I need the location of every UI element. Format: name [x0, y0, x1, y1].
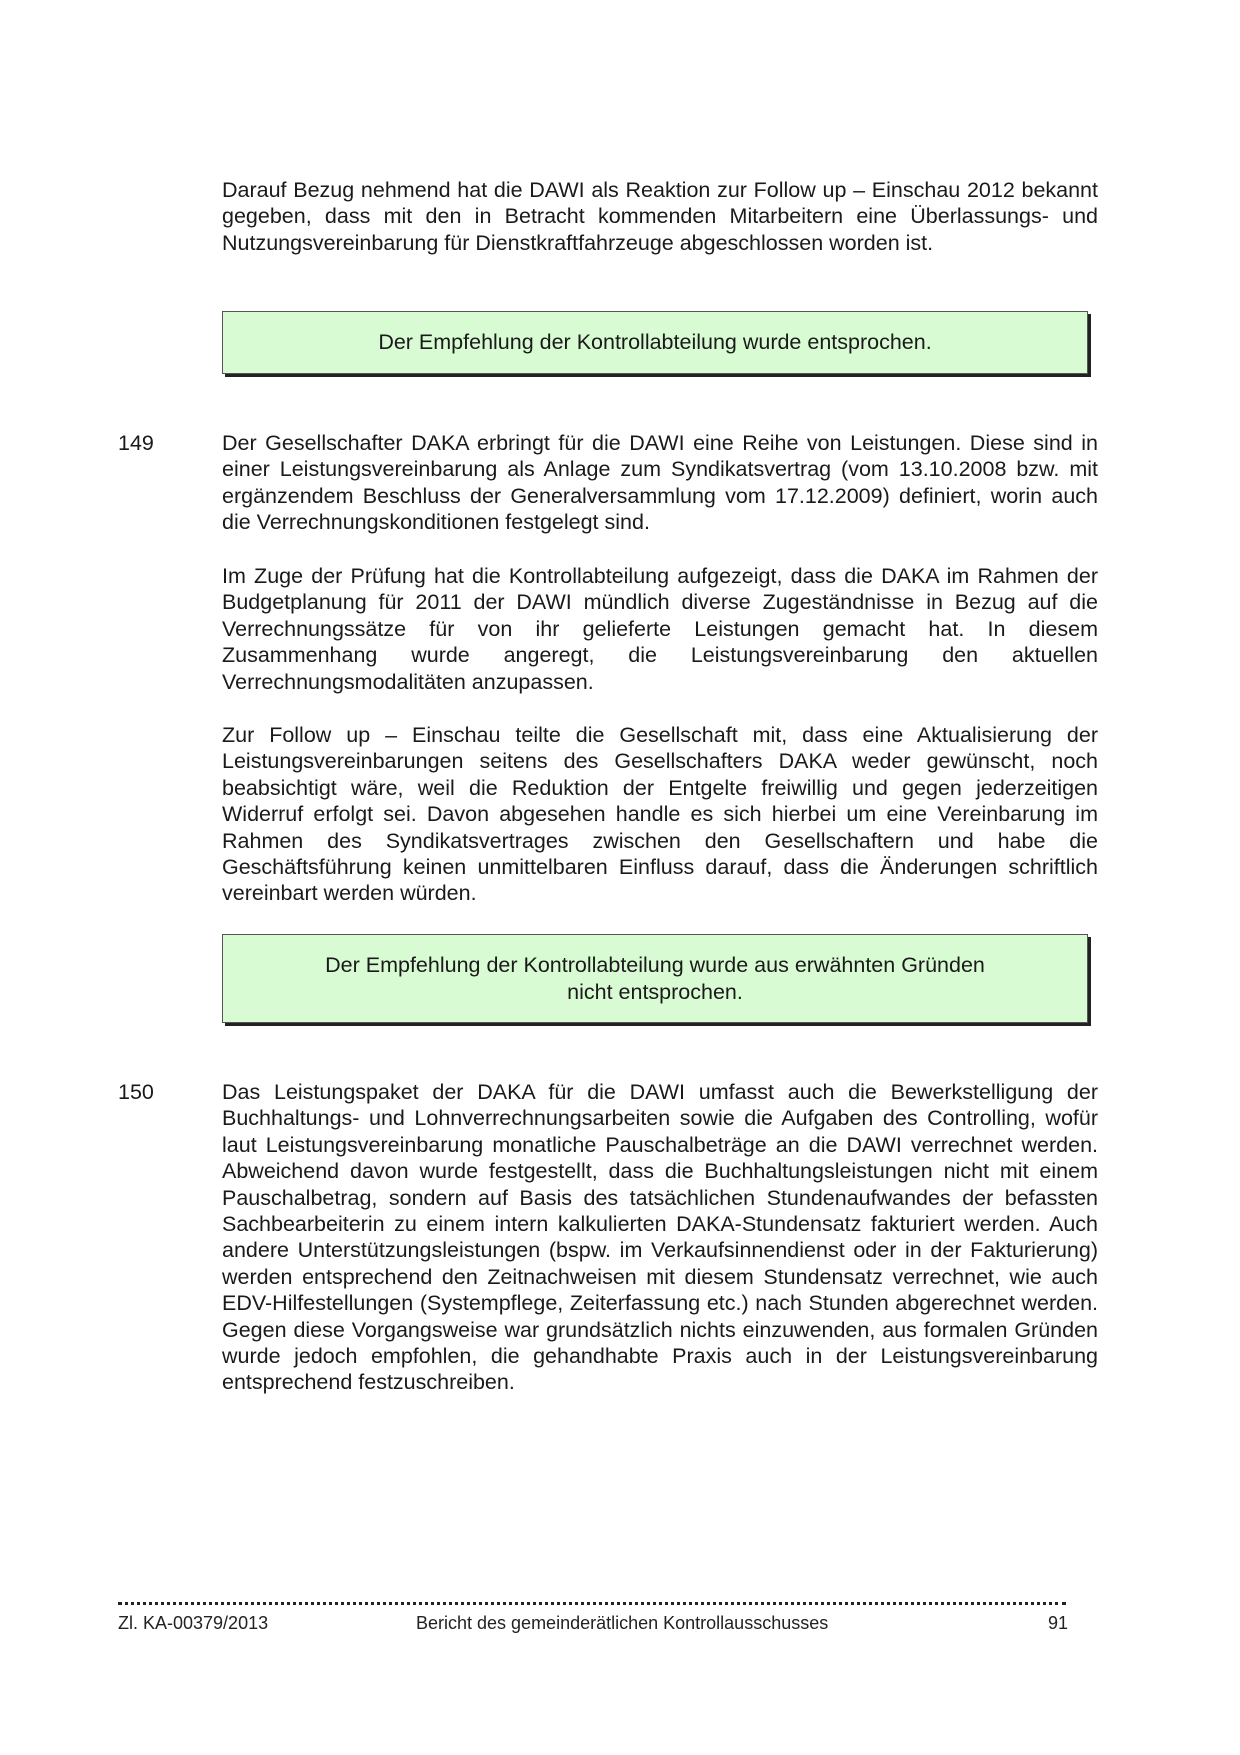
result-text-149-line1: Der Empfehlung der Kontrollabteilung wurde aus erwähnten Gründen [325, 953, 985, 978]
page-number: 91 [1048, 1613, 1069, 1633]
section-number-150: 150 [118, 1080, 154, 1104]
paragraph-149-1: Der Gesellschafter DAKA erbringt für die DAWI eine Reihe von Leistungen. Diese sind in einer Leistungsvereinbarung als Anlage zum Syndikatsvertrag (vom 13.10.2008 bzw. mit ergänzendem Beschluss der Generalversammlung vom 17.12.2009) definiert, worin auch die Verrechnungskonditionen festgelegt sind. [222, 431, 1098, 535]
result-text-149-line2: nicht entsprochen. [567, 979, 743, 1004]
paragraph-150: Das Leistungspaket der DAKA für die DAWI umfasst auch die Bewerkstelligung der Buchhaltungs- und Lohnverrechnungsarbeiten sowie die Aufgaben des Controlling, wofür laut Leistungsvereinbarung monatliche Pauschalbeträge an die DAWI verrechnet werden. Abweichend davon wurde festgestellt, dass die Buchhaltungsleistungen nicht mit einem Pauschalbetrag, sondern auf Basis des tatsächlichen Stundenaufwandes der befassten Sachbearbeiterin zu einem intern kalkulierten DAKA-Stundensatz fakturiert werden. Auch andere Unterstützungsleistungen (bspw. im Verkaufsinnendienst oder in der Fakturierung) werden entsprechend den Zeitnachweisen mit diesem Stundensatz verrechnet, wie auch EDV-Hilfestellungen (Systempflege, Zeiterfassung etc.) nach Stunden abgerechnet werden. Gegen diese Vorgangsweise war grundsätzlich nichts einzuwenden, aus formalen Gründen wurde jedoch empfohlen, die gehandhabte Praxis auch in der Leistungsvereinbarung entsprechend festzuschreiben. [222, 1080, 1098, 1395]
result-text-intro: Der Empfehlung der Kontrollabteilung wurde entsprochen. [378, 330, 932, 355]
section-number-149: 149 [118, 431, 154, 455]
footer-title: Bericht des gemeinderätlichen Kontrollausschusses [416, 1613, 829, 1633]
result-box-149 [222, 934, 1088, 1023]
paragraph-149-3: Zur Follow up – Einschau teilte die Gesellschaft mit, dass eine Aktualisierung der Leistungsvereinbarungen seitens des Gesellschafters DAKA weder gewünscht, noch beabsichtigt wäre, weil die Reduktion der Entgelte freiwillig und gegen jederzeitigen Widerruf erfolgt sei. Davon abgesehen handle es sich hierbei um eine Vereinbarung im Rahmen des Syndikatsvertrages zwischen den Gesellschaftern und habe die Geschäftsführung keinen unmittelbaren Einfluss darauf, dass die Änderungen schriftlich vereinbart werden würden. [222, 723, 1098, 906]
result-box-intro [222, 311, 1088, 374]
intro-paragraph: Darauf Bezug nehmend hat die DAWI als Reaktion zur Follow up – Einschau 2012 bekannt gegeben, dass mit den in Betracht kommenden Mitarbeitern eine Überlassungs- und Nutzungsvereinbarung für Dienstkraftfahrzeuge abgeschlossen worden ist. [222, 178, 1098, 255]
footer-reference: Zl. KA-00379/2013 [118, 1613, 269, 1633]
footer-divider [118, 1596, 1066, 1605]
paragraph-149-2: Im Zuge der Prüfung hat die Kontrollabteilung aufgezeigt, dass die DAKA im Rahmen der Budgetplanung für 2011 der DAWI mündlich diverse Zugeständnisse in Bezug auf die Verrechnungssätze für von ihr gelieferte Leistungen gemacht hat. In diesem Zusammenhang wurde angeregt, die Leistungsvereinbarung den aktuellen Verrechnungsmodalitäten anzupassen. [222, 564, 1098, 694]
